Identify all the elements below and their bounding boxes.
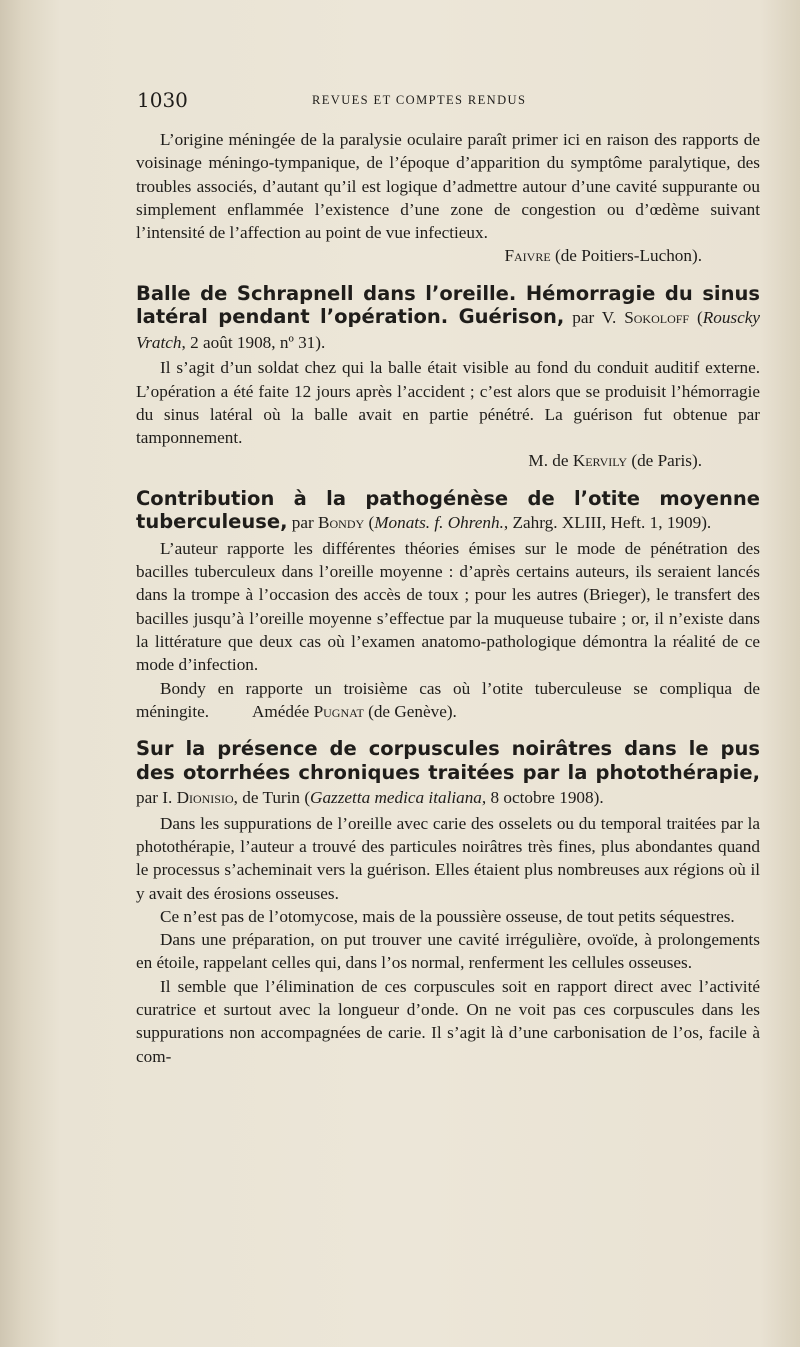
article-1-title: Balle de Schrapnell dans l’oreille. Hémorragie du sinus latéral pendant l’opération. Guérison,	[136, 281, 760, 329]
page-number: 1030	[137, 88, 188, 112]
article-1-paragraph: Il s’agit d’un soldat chez qui la balle était visible au fond du conduit auditif externe. L’opération a été faite 12 jours après l’accident ; c’est alors que se produisit l’hémorragie du sinus latéral où la balle avait en partie pénétré. La guérison fut obtenue par tamponnement.	[136, 358, 760, 448]
ref-open: (	[364, 513, 375, 533]
article-3-author: Dionisio	[176, 788, 234, 808]
article-2-title: Contribution à la pathogénèse de l’otite moyenne tuberculeuse,	[136, 486, 760, 534]
ref-rest: , 8 octobre 1908).	[481, 788, 604, 808]
running-head: REVUES ET COMPTES RENDUS	[312, 93, 527, 107]
ref-prefix: par	[287, 513, 319, 533]
signature-name: Faivre	[504, 246, 551, 266]
article-3-journal: Gazzetta medica italiana	[310, 788, 482, 808]
article-3-paragraph-4: Il semble que l’élimination de ces corpuscules soit en rapport direct avec l’activité curatrice et surtout avec la longueur d’onde. On ne voit pas ces corpuscules dans les suppurations non accompagnées de carie. Il s’agit là d’une carbonisation de l’os, facile à com-	[136, 976, 760, 1066]
page-header	[137, 88, 757, 112]
paragraph-text: Bondy en rapporte un troisième cas où l’otite tuberculeuse se compliqua de méningite.	[136, 678, 760, 721]
intro-paragraph: L’origine méningée de la paralysie oculaire paraît primer ici en raison des rapports de voisinage méningo-tympanique, de l’époque d’apparition du symptôme paralytique, des troubles associés, d’autant qu’il est logique d’admettre autour d’une cavité suppurante ou simplement enflammée l’existence d’une zone de congestion ou d’œdème suivant l’intensité de l’affection au point de vue infectieux.	[136, 130, 760, 243]
article-1-author: Sokoloff	[624, 308, 690, 328]
ref-open: (	[689, 308, 703, 328]
article-3-paragraph-2: Ce n’est pas de l’otomycose, mais de la poussière osseuse, de tout petits séquestres.	[160, 906, 735, 926]
article-2-heading	[136, 487, 760, 535]
ref-open: , de Turin (	[233, 788, 311, 808]
article-3-heading	[136, 737, 760, 810]
signature-name: Kervily	[572, 451, 628, 471]
article-3-title: Sur la présence de corpuscules noirâtres dans le pus des otorrhées chroniques traitées par la photothérapie,	[136, 737, 760, 784]
signature-prefix: M. de	[528, 451, 573, 471]
article-1-signature	[136, 449, 760, 472]
article-3-paragraph-3: Dans une préparation, on put trouver une cavité irrégulière, ovoïde, à prolongements en étoile, rappelant celles qui, dans l’os normal, renferment les cellules osseuses.	[136, 930, 760, 973]
article-3-reference	[136, 788, 604, 807]
intro-signature	[136, 244, 760, 267]
ref-rest: , Zahrg. XLIII, Heft. 1, 1909).	[503, 513, 712, 533]
page-content	[136, 128, 760, 1068]
signature-prefix: Amédée	[252, 701, 314, 721]
article-2-paragraph-2	[136, 677, 760, 724]
ref-prefix: par I.	[136, 788, 177, 808]
signature-place: (de Poitiers-Luchon).	[550, 246, 702, 266]
ref-prefix: par V.	[564, 308, 625, 328]
article-2-paragraph-1: L’auteur rapporte les différentes théories émises sur le mode de pénétration des bacilles tuberculeux dans l’oreille moyenne : d’après certains auteurs, ils seraient lancés dans la trompe à l’occasion des accès de toux ; pour les autres (Brieger), le transfert des bacilles jusqu’à l’oreille moyenne s’effectue par la muqueuse tubaire ; or, il n’existe dans la littérature que deux cas où l’examen anatomo-pathologique démontra la réalité de ce mode d’infection.	[136, 538, 760, 675]
signature-name: Pugnat	[313, 701, 364, 721]
article-2-reference	[287, 513, 711, 532]
ref-rest: , 2 août 1908, nº 31).	[181, 332, 326, 352]
signature-place: (de Paris).	[627, 451, 702, 471]
article-3-paragraph-1: Dans les suppurations de l’oreille avec carie des osselets ou du temporal traitées par la photothérapie, l’auteur a trouvé des particules noirâtres très fines, plus abondantes quand le processus s’acheminait vers la guérison. Elles étaient plus nombreuses aux régions où il y avait des érosions osseuses.	[136, 813, 760, 903]
article-1-journal: Rouscky Vratch	[136, 308, 760, 352]
article-1-heading	[136, 282, 760, 355]
article-2-author: Bondy	[318, 513, 365, 533]
article-2-journal: Monats. f. Ohrenh.	[374, 513, 504, 533]
signature-place: (de Genève).	[363, 701, 457, 721]
